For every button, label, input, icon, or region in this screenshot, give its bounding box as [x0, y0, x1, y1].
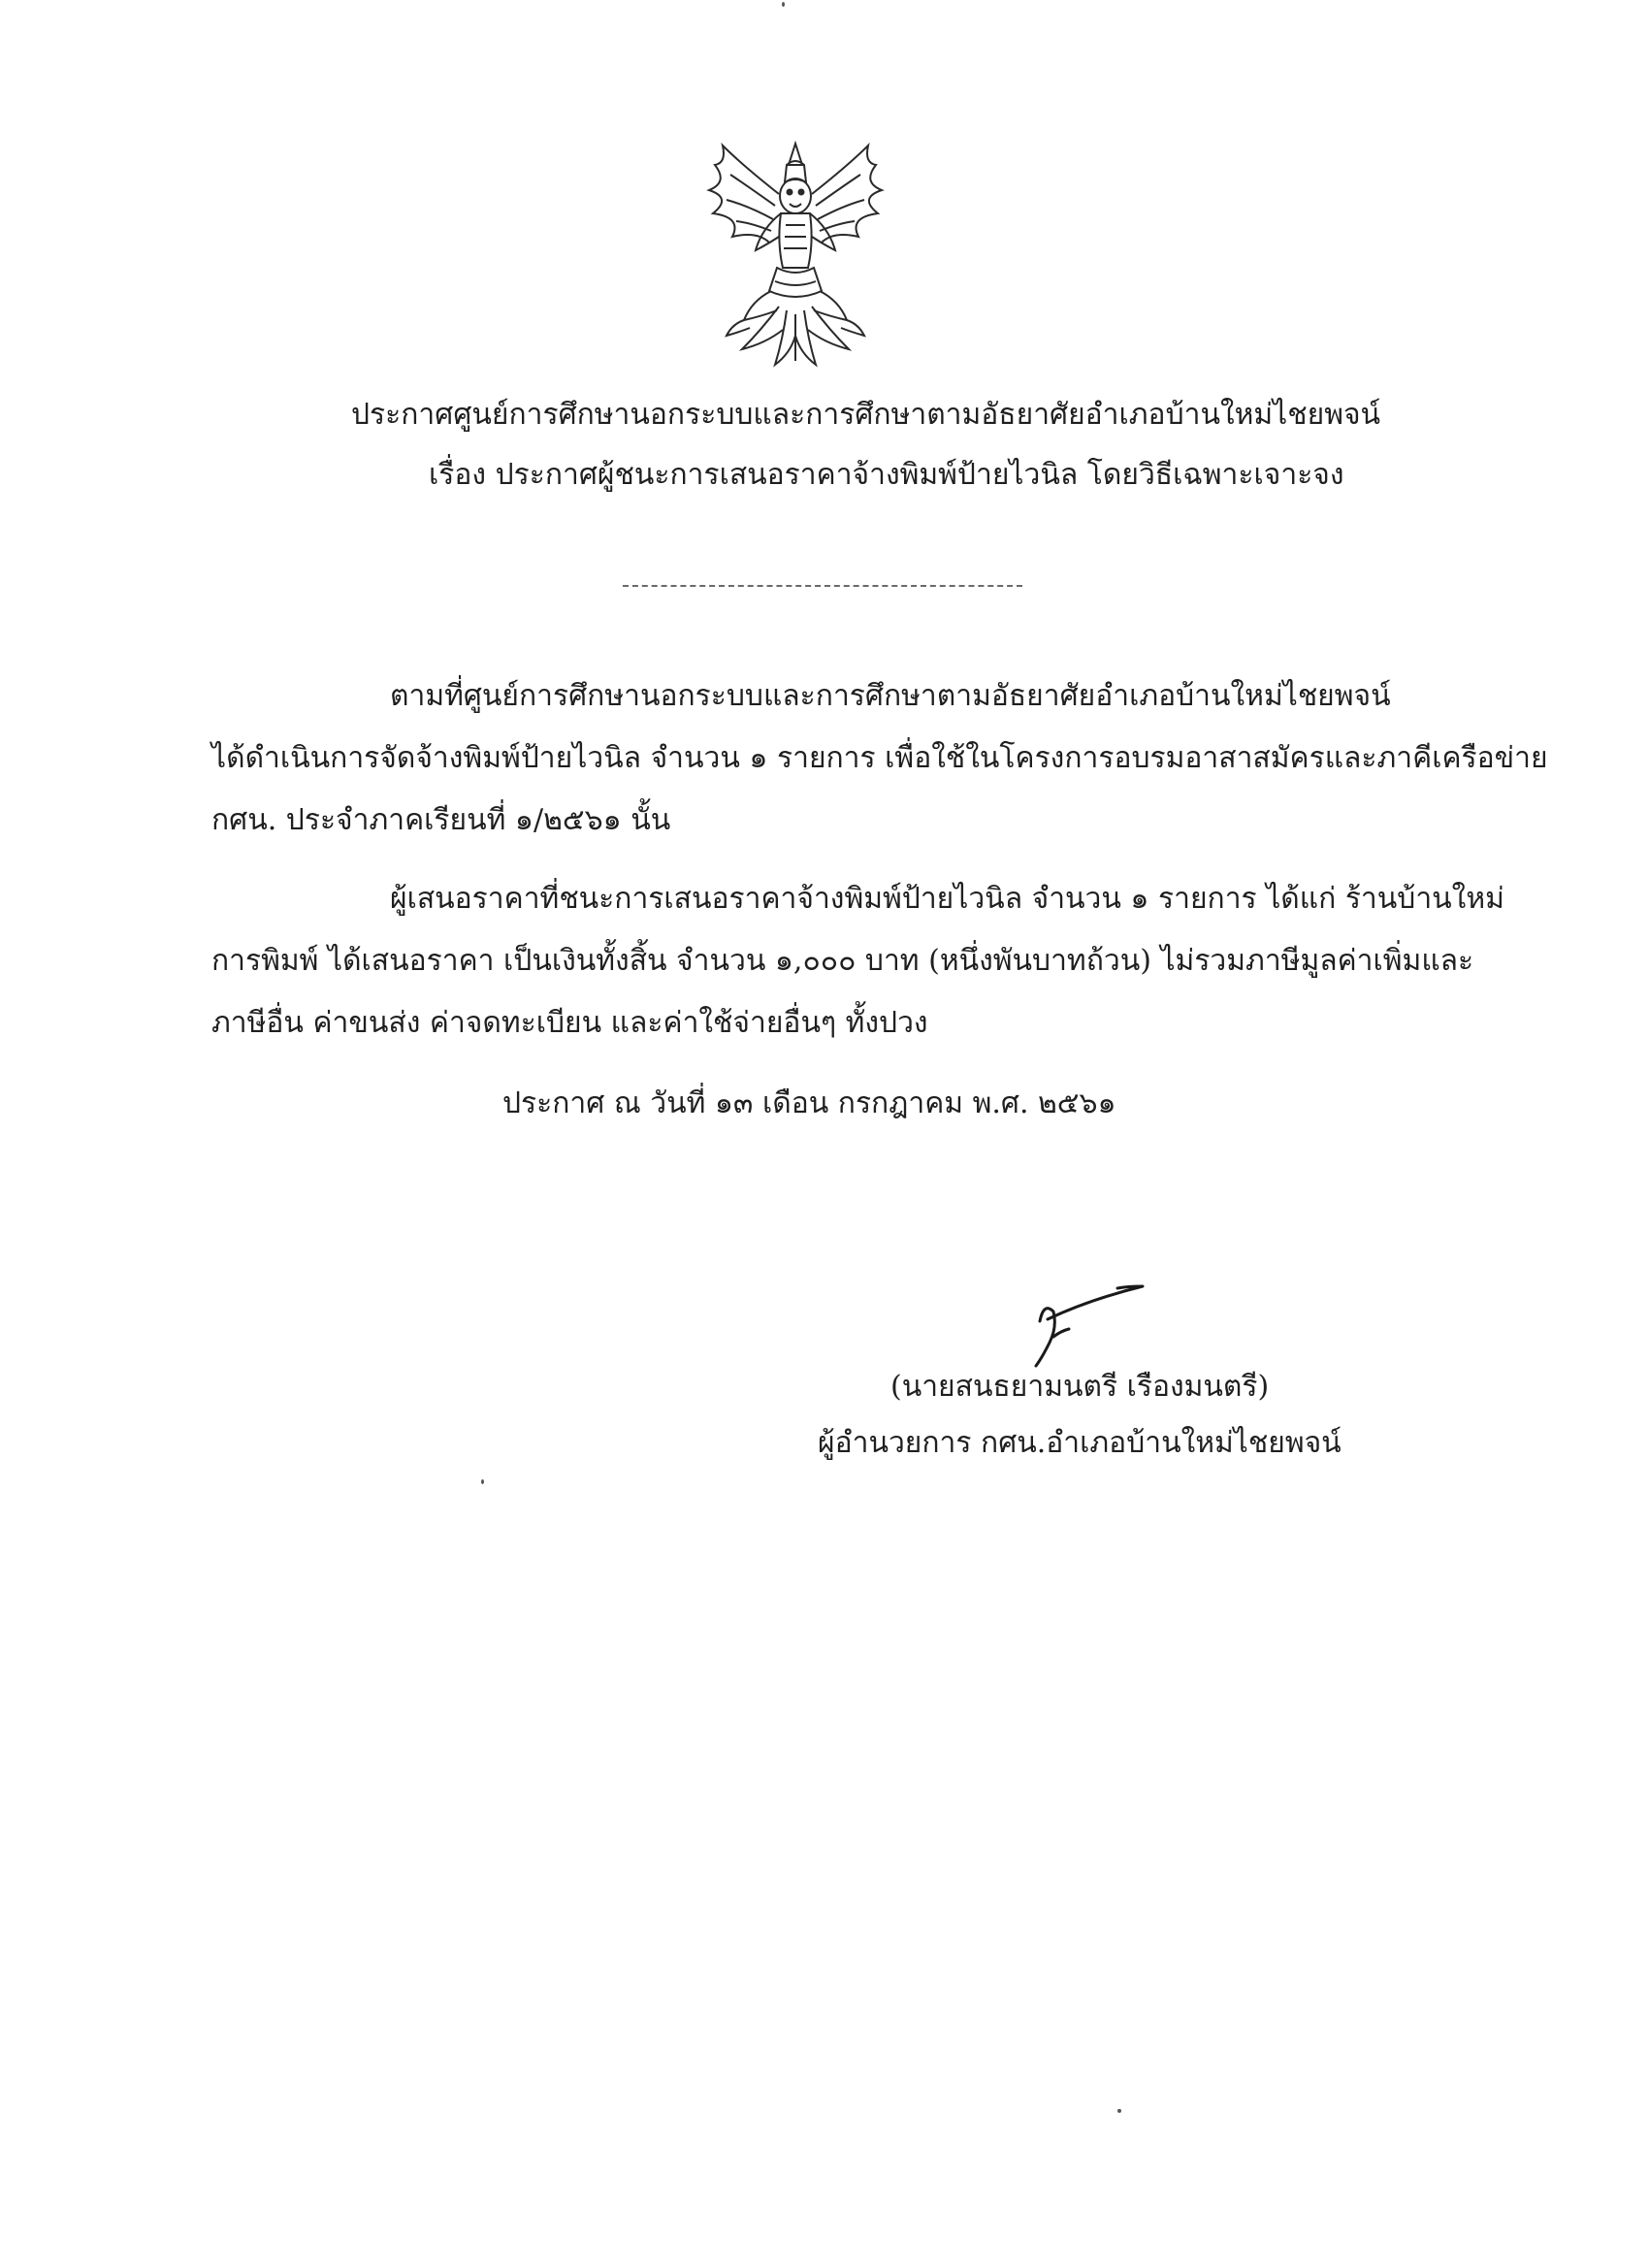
scan-speck	[481, 1479, 484, 1484]
paragraph-2-line-2: การพิมพ์ ได้เสนอราคา เป็นเงินทั้งสิ้น จำนวน ๑,๐๐๐ บาท (หนึ่งพันบาทถ้วน) ไม่รวมภาษีมูลค่าเพิ่มและ	[211, 944, 1474, 978]
title-divider	[623, 585, 1022, 587]
paragraph-1-line-1: ตามที่ศูนย์การศึกษานอกระบบและการศึกษาตามอัธยาศัยอำเภอบ้านใหม่ไชยพจน์	[390, 679, 1391, 713]
paragraph-2-line-3: ภาษีอื่น ค่าขนส่ง ค่าจดทะเบียน และค่าใช้จ่ายอื่นๆ ทั้งปวง	[211, 1006, 928, 1040]
announcement-date: ประกาศ ณ วันที่ ๑๓ เดือน กรกฎาคม พ.ศ. ๒๕๖๑	[502, 1086, 1116, 1120]
scan-speck	[782, 2, 785, 7]
scan-speck	[1117, 2109, 1121, 2113]
announcement-title: ประกาศศูนย์การศึกษานอกระบบและการศึกษาตามอัธยาศัยอำเภอบ้านใหม่ไชยพจน์	[351, 398, 1381, 432]
paragraph-1-line-3: กศน. ประจำภาคเรียนที่ ๑/๒๕๖๑ นั้น	[211, 803, 671, 837]
garuda-emblem-icon	[694, 136, 897, 373]
announcement-subject: เรื่อง ประกาศผู้ชนะการเสนอราคาจ้างพิมพ์ป้ายไวนิล โดยวิธีเฉพาะเจาะจง	[429, 458, 1344, 492]
paragraph-2-line-1: ผู้เสนอราคาที่ชนะการเสนอราคาจ้างพิมพ์ป้ายไวนิล จำนวน ๑ รายการ ได้แก่ ร้านบ้านใหม่	[390, 882, 1504, 916]
handwritten-signature	[1020, 1273, 1166, 1370]
signer-name: (นายสนธยามนตรี เรืองมนตรี)	[890, 1370, 1270, 1404]
signer-position: ผู้อำนวยการ กศน.อำเภอบ้านใหม่ไชยพจน์	[818, 1426, 1342, 1460]
paragraph-1-line-2: ได้ดำเนินการจัดจ้างพิมพ์ป้ายไวนิล จำนวน ๑ รายการ เพื่อใช้ในโครงการอบรมอาสาสมัครและภาคีเครือข่าย	[211, 741, 1548, 775]
